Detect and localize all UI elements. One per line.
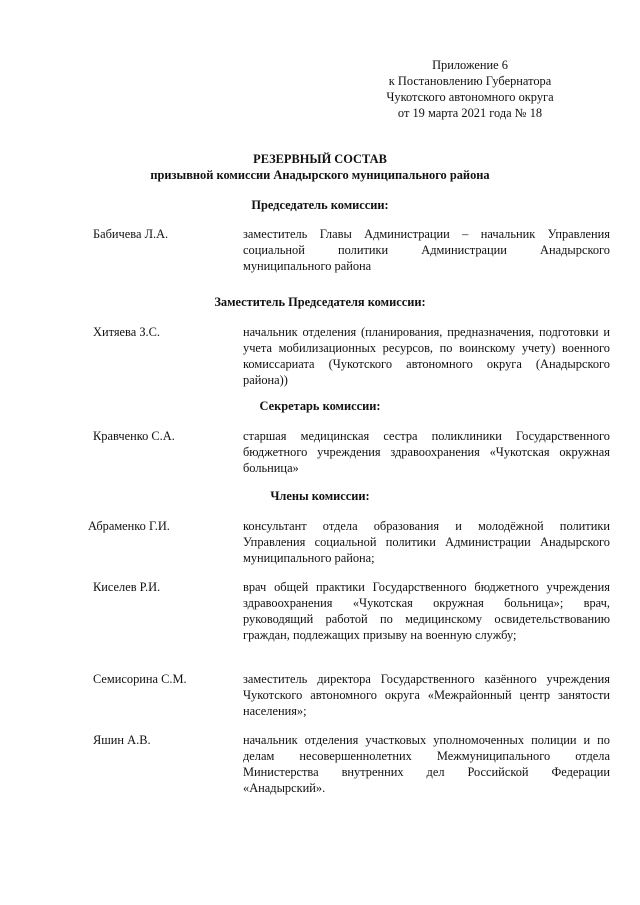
appendix-header: [360, 57, 580, 121]
member-name: Яшин А.В.: [93, 733, 151, 747]
member-name: Киселев Р.И.: [93, 580, 161, 594]
member-position: начальник отделения участковых уполномоченных полиции и по делам несовершеннолетних Межмуниципального отдела Министерства внутренних дел Российской Федерации «Анадырский».: [243, 733, 610, 795]
member-position: заместитель Главы Администрации – начальник Управления социальной политики Администрации Анадырского муниципального района: [243, 227, 610, 273]
member-name: Абраменко Г.И.: [88, 519, 170, 533]
member-position: врач общей практики Государственного бюджетного учреждения здравоохранения «Чукотская окружная больница»; врач, руководящий работой по медицинскому освидетельствованию граждан, подлежащих призыву на военную службу;: [243, 580, 610, 642]
document-subtitle: призывной комиссии Анадырского муниципального района: [150, 168, 490, 182]
appendix-date: от 19 марта 2021 года № 18: [397, 106, 543, 120]
appendix-decree: к Постановлению Губернатора: [388, 74, 552, 88]
section-heading-secretary: Секретарь комиссии:: [259, 399, 381, 413]
member-position: старшая медицинская сестра поликлиники Государственного бюджетного учреждения здравоохранения «Чукотская окружная больница»: [243, 429, 610, 475]
appendix-number: Приложение 6: [432, 58, 508, 72]
member-name: Кравченко С.А.: [93, 429, 175, 443]
section-heading-members: Члены комиссии:: [270, 489, 370, 503]
member-name: Семисорина С.М.: [93, 672, 187, 686]
section-heading-chair: Председатель комиссии:: [251, 198, 389, 212]
document-title: РЕЗЕРВНЫЙ СОСТАВ: [253, 152, 387, 166]
member-position: начальник отделения (планирования, предназначения, подготовки и учета мобилизационных ресурсов, по воинскому учету) военного комиссариата (Чукотского автономного округа (Анадырского района)): [243, 325, 610, 387]
member-name: Хитяева З.С.: [93, 325, 160, 339]
appendix-region: Чукотского автономного округа: [386, 90, 554, 104]
member-position: заместитель директора Государственного казённого учреждения Чукотского автономного округа «Межрайонный центр занятости населения»;: [243, 672, 610, 718]
section-heading-deputy: Заместитель Председателя комиссии:: [214, 295, 426, 309]
member-name: Бабичева Л.А.: [93, 227, 169, 241]
member-position: консультант отдела образования и молодёжной политики Управления социальной политики Администрации Анадырского муниципального района;: [243, 519, 610, 565]
